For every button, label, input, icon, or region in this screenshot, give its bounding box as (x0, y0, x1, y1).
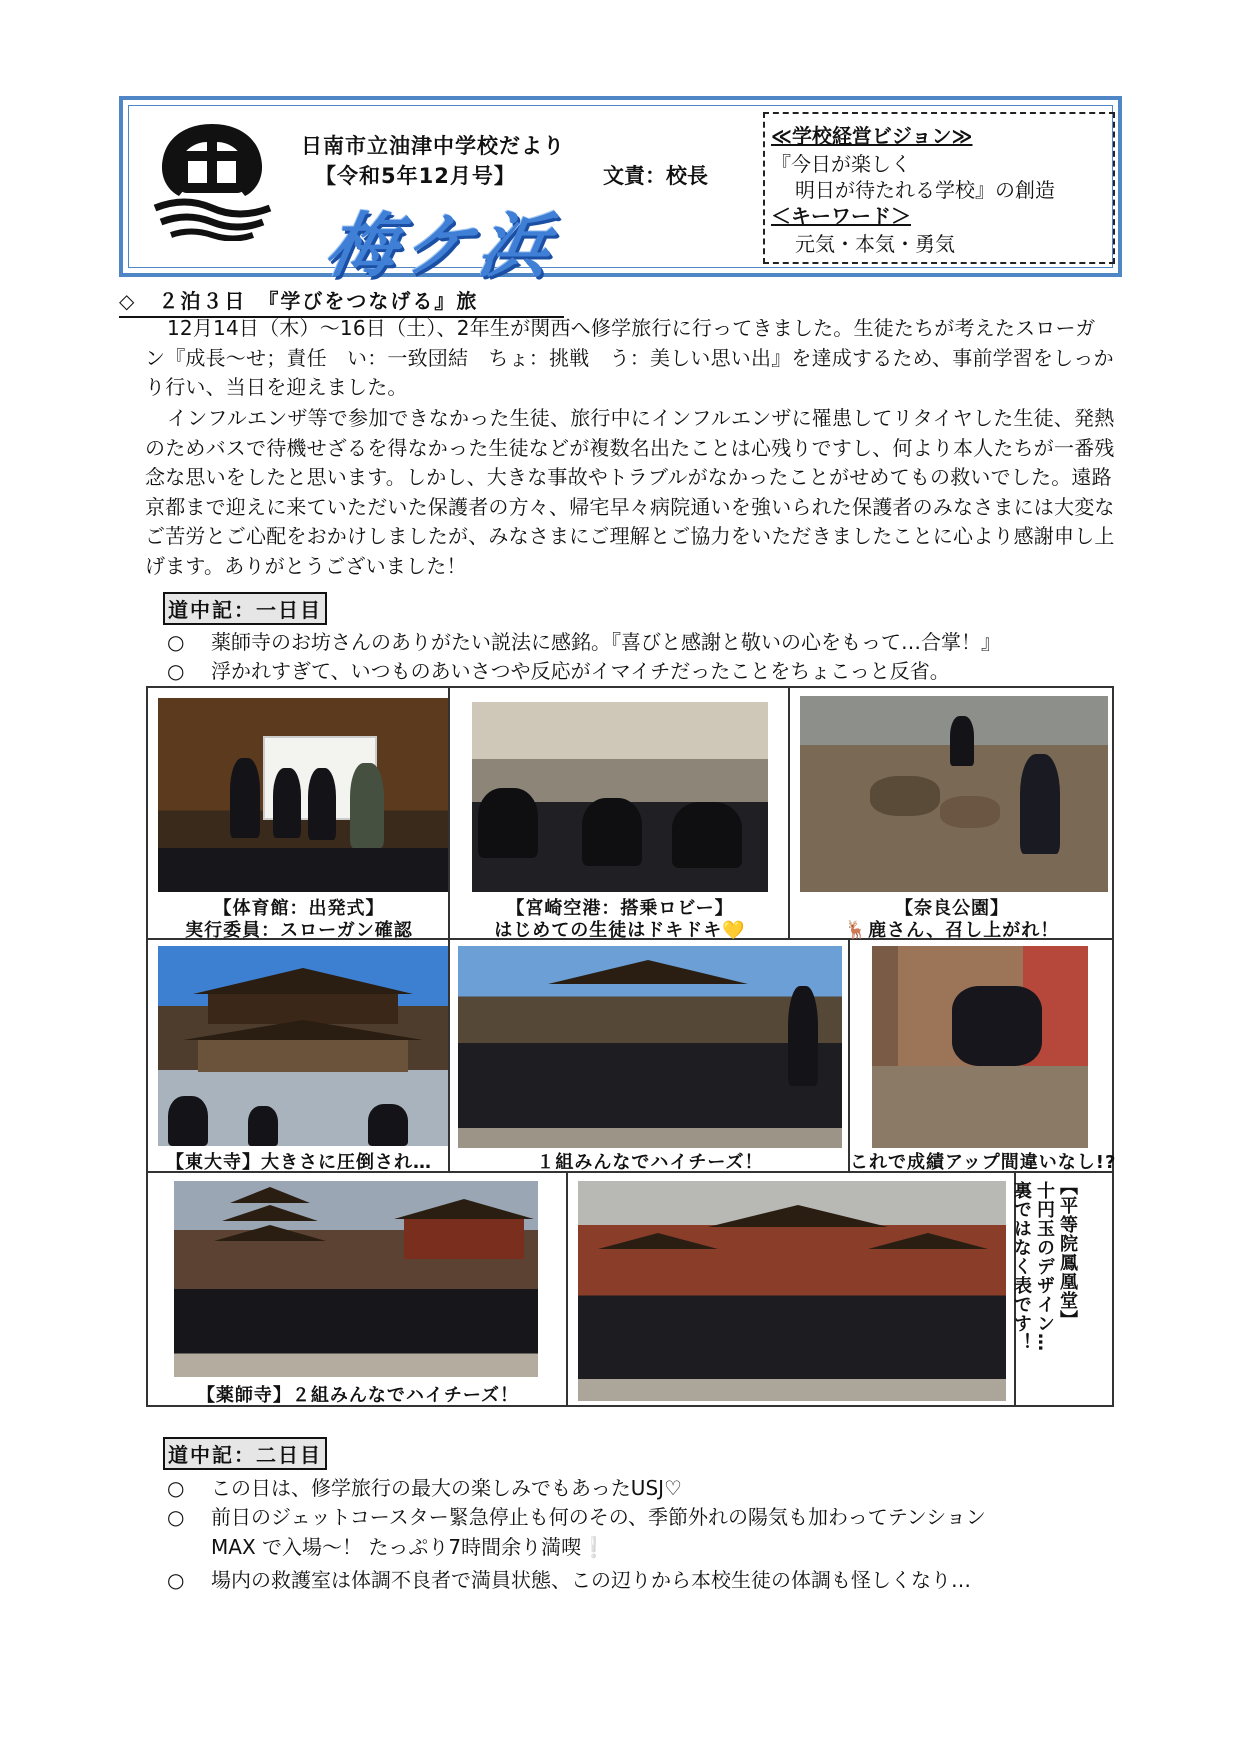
bullet-mark: ○ (167, 1505, 185, 1529)
newsletter-header (119, 96, 1122, 287)
byodoin-group-photo (578, 1181, 1006, 1401)
keyword-heading: ＜キーワード＞ (771, 204, 911, 228)
photo-cell-pillar (849, 939, 1117, 1173)
photo-cell-yakushiji (147, 1172, 567, 1406)
vision-line-1: 『今日が楽しく (771, 152, 911, 176)
paragraph-1: 12月14日（木）～16日（土）、2年生が関西へ修学旅行に行ってきました。生徒たちが考えたスローガン『成長～せ；責任 い：一致団結 ちょ：挑戦 う：美しい思い出』を達成するため、事前学習をしっかり行い、当日を迎えました。 (145, 316, 1114, 399)
byodoin-caption-col-3: 裏ではなく表です！ (1011, 1181, 1032, 1352)
keywords: 元気・本気・勇気 (795, 232, 955, 256)
nara-caption-2: 🦌鹿さん、召し上がれ！ (844, 920, 1060, 941)
day2-bullet (167, 1472, 682, 1501)
airport-lobby-photo (472, 702, 768, 892)
class1-group-photo (458, 946, 842, 1148)
day2-bullet-continuation: MAX で入場～！ たっぷり7時間余り満喫❕ (211, 1535, 606, 1559)
todaiji-photo (158, 946, 448, 1146)
bullet-mark: ○ (167, 1568, 185, 1592)
day2-bullet-text: 場内の救護室は体調不良者で満員状態、この辺りから本校生徒の体調も怪しくなり… (211, 1568, 971, 1592)
newsletter-title: 梅ケ浜 (319, 204, 563, 287)
vision-line-2: 明日が待たれる学校』の創造 (795, 178, 1055, 202)
bullet-mark: ○ (167, 1476, 185, 1500)
day2-bullet (167, 1564, 971, 1593)
day1-label: 道中記：一日目 (163, 592, 327, 625)
byodoin-caption-col-2: 十円玉のデザイン… (1034, 1181, 1055, 1352)
yakushiji-group-photo (174, 1181, 538, 1377)
photo-cell-byodoin (567, 1172, 1015, 1406)
pillar-caption: これで成績アップ間違いなし!? (850, 1152, 1117, 1173)
paragraph-2: インフルエンザ等で参加できなかった生徒、旅行中にインフルエンザに罹患してリタイヤした生徒、発熱のためバスで待機せざるを得なかった生徒などが複数名出たことは心残りですし、何より本人たちが一番残念な思いをしたと思います。しかし、大きな事故やトラブルがなかったことがせめてもの救いでした。遠路京都まで迎えに来ていただいた保護者の方々、帰宅早々病院通いを強いられた保護者のみなさまには大変なご苦労とご心配をおかけしましたが、みなさまにご理解とご協力をいただきましたことに心より感謝申し上げます。ありがとうございました！ (145, 406, 1115, 578)
day2-bullet-text: この日は、修学旅行の最大の楽しみでもあったUSJ♡ (211, 1476, 682, 1500)
gym-ceremony-photo (158, 698, 448, 892)
day2-label: 道中記：二日目 (163, 1437, 327, 1470)
school-newsletter-name: 日南市立油津中学校だより (301, 134, 565, 158)
class1-caption: １組みんなでハイチーズ！ (536, 1152, 764, 1173)
gym-caption-1: 【体育館：出発式】 (213, 898, 385, 919)
airport-caption-2: はじめての生徒はドキドキ💛 (494, 920, 746, 941)
bullet-mark: ○ (167, 659, 185, 683)
day1-bullet (167, 626, 1001, 655)
byodoin-caption-cell (1011, 1172, 1113, 1406)
photo-cell-gym (147, 687, 449, 939)
airport-caption-1: 【宮崎空港：搭乗ロビー】 (506, 898, 734, 919)
day2-bullet-text: 前日のジェットコースター緊急停止も何のその、季節外れの陽気も加わってテンション (211, 1505, 986, 1529)
nara-caption-1: 【奈良公園】 (895, 898, 1009, 919)
photo-cell-airport (449, 687, 789, 939)
nara-park-photo (800, 696, 1108, 892)
todaiji-caption: 【東大寺】大きさに圧倒され… (166, 1152, 432, 1173)
day2-bullet (167, 1502, 986, 1562)
vision-box (763, 112, 1115, 264)
photo-cell-class1 (449, 939, 849, 1172)
pillar-hole-photo (872, 946, 1088, 1148)
day1-bullet (167, 655, 950, 684)
day1-bullet-text: 浮かれすぎて、いつものあいさつや反応がイマイチだったことをちょこっと反省。 (211, 659, 950, 683)
day1-bullet-text: 薬師寺のお坊さんのありがたい説法に感銘。『喜びと感謝と敬いの心をもって…合掌！』 (211, 630, 1001, 654)
school-crest-icon (145, 116, 280, 241)
byodoin-caption-col-1: 【平等院鳳凰堂】 (1057, 1177, 1078, 1329)
vision-heading: ≪学校経営ビジョン≫ (771, 124, 973, 148)
photo-cell-nara (789, 687, 1113, 939)
section-heading: ◇ ２泊３日 『学びをつなげる』旅 (119, 285, 564, 318)
author-label: 文責：校長 (603, 164, 708, 188)
gym-caption-2: 実行委員：スローガン確認 (185, 920, 413, 941)
photo-cell-todaiji (147, 939, 449, 1172)
photo-grid (146, 686, 1117, 1407)
issue-label: 【令和5年12月号】 (315, 164, 516, 188)
yakushiji-caption: 【薬師寺】２組みんなでハイチーズ！ (196, 1385, 520, 1406)
bullet-mark: ○ (167, 630, 185, 654)
